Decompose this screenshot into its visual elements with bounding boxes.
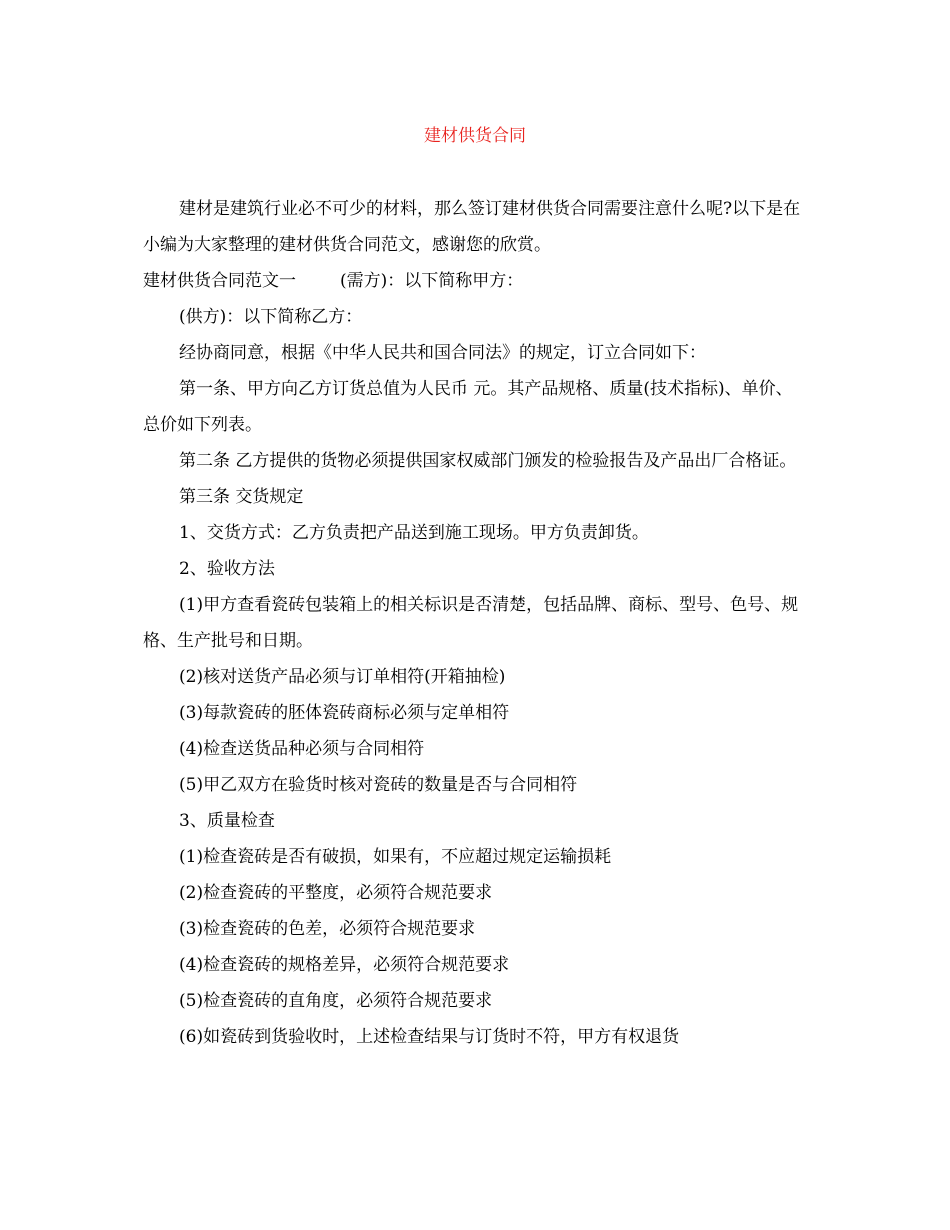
acceptance-item: (1)甲方查看瓷砖包装箱上的相关标识是否清楚，包括品牌、商标、型号、色号、规格、生产批号和日期。 <box>143 595 799 651</box>
quality-item: (1)检查瓷砖是否有破损，如果有，不应超过规定运输损耗 <box>179 847 612 867</box>
article-2: 第二条 乙方提供的货物必须提供国家权威部门颁发的检验报告及产品出厂合格证。 <box>179 451 797 471</box>
article-1: 第一条、甲方向乙方订货总值为人民币 元。其产品规格、质量(技术指标)、单价、总价如下列表。 <box>143 379 793 435</box>
quality-item: (4)检查瓷砖的规格差异，必须符合规范要求 <box>179 955 510 975</box>
quality-item: (3)检查瓷砖的色差，必须符合规范要求 <box>179 919 476 939</box>
acceptance-item: (2)核对送货产品必须与订单相符(开箱抽检) <box>179 667 506 687</box>
acceptance-item: (3)每款瓷砖的胚体瓷砖商标必须与定单相符 <box>179 703 510 723</box>
delivery-method: 1、交货方式：乙方负责把产品送到施工现场。甲方负责卸货。 <box>179 523 649 543</box>
acceptance-heading: 2、验收方法 <box>179 559 275 579</box>
article-3-heading: 第三条 交货规定 <box>179 487 304 507</box>
sample-heading-line <box>143 263 808 299</box>
agreement-paragraph: 经协商同意，根据《中华人民共和国合同法》的规定，订立合同如下： <box>179 343 706 363</box>
acceptance-item: (5)甲乙双方在验货时核对瓷砖的数量是否与合同相符 <box>179 775 578 795</box>
acceptance-item: (4)检查送货品种必须与合同相符 <box>179 739 425 759</box>
quality-item: (6)如瓷砖到货验收时，上述检查结果与订货时不符，甲方有权退货 <box>179 1027 680 1047</box>
document-body <box>143 191 808 1055</box>
seller-line: (供方)：以下简称乙方： <box>179 307 363 327</box>
buyer-line: (需方)：以下简称甲方： <box>340 271 524 291</box>
document-title: 建材供货合同 <box>424 126 526 146</box>
quality-item: (2)检查瓷砖的平整度，必须符合规范要求 <box>179 883 493 903</box>
quality-item: (5)检查瓷砖的直角度，必须符合规范要求 <box>179 991 493 1011</box>
sample-heading: 建材供货合同范文一 <box>143 271 296 291</box>
quality-heading: 3、质量检查 <box>179 811 275 831</box>
intro-paragraph: 建材是建筑行业必不可少的材料，那么签订建材供货合同需要注意什么呢?以下是在小编为大家整理的建材供货合同范文，感谢您的欣赏。 <box>143 199 801 255</box>
